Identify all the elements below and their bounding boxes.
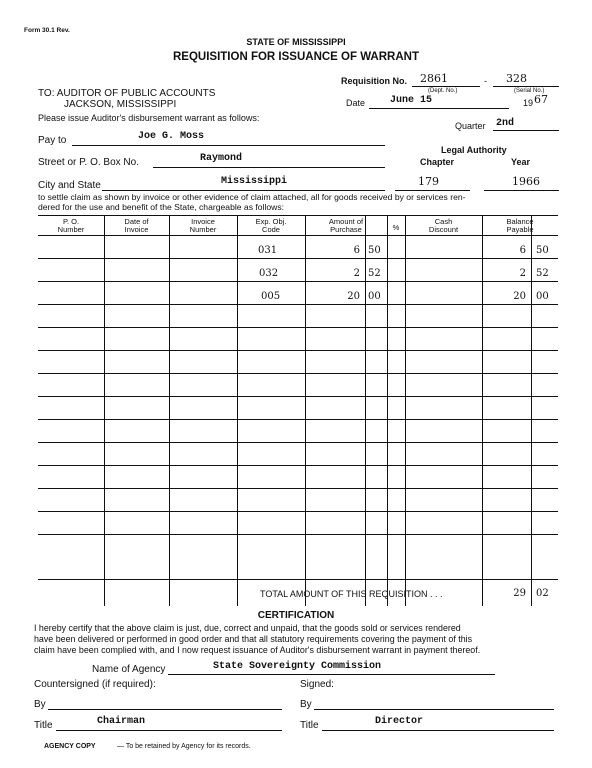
settle-line-2: dered for the use and benefit of the State, chargeable as follows: xyxy=(38,202,285,212)
city-line xyxy=(102,190,385,191)
row3-code: 005 xyxy=(261,291,281,302)
date-value: June 15 xyxy=(390,95,433,106)
col-divider xyxy=(387,216,388,606)
table-row-line xyxy=(38,258,558,259)
serial-caption: (Serial No.) xyxy=(514,88,545,94)
title-left-value: Chairman xyxy=(97,716,146,727)
table-row-line xyxy=(38,281,558,282)
total-label: TOTAL AMOUNT OF THIS REQUISITION . . . xyxy=(260,589,443,599)
countersigned-label: Countersigned (if required): xyxy=(34,679,156,690)
header-code: Exp. Obj. Code xyxy=(255,217,287,234)
by-right-line xyxy=(314,709,554,710)
header-balance: Balance Payable xyxy=(506,217,534,234)
row2-code: 032 xyxy=(259,268,279,279)
table-row-line xyxy=(38,488,558,489)
table-row-line xyxy=(38,373,558,374)
street-label: Street or P. O. Box No. xyxy=(38,157,139,168)
requisition-dash: - xyxy=(484,76,487,86)
pay-to-label: Pay to xyxy=(38,135,67,146)
table-row-line xyxy=(38,465,558,466)
form-number: Form 30.1 Rev. xyxy=(24,27,70,34)
title-right-line xyxy=(322,730,554,731)
header-pct: % xyxy=(392,223,400,232)
quarter-line xyxy=(493,130,559,131)
col-divider xyxy=(305,216,306,606)
row2-amount-dollars: 2 xyxy=(353,268,360,279)
agency-value: State Sovereignty Commission xyxy=(213,661,382,672)
col-divider xyxy=(237,216,238,606)
agency-line xyxy=(168,674,495,675)
col-divider xyxy=(104,216,105,606)
certification-line-3: claim have been complied with, and I now request issuance of Auditor's disbursement warrant in payment thereof. xyxy=(34,645,481,655)
row3-amount-dollars: 20 xyxy=(347,291,360,302)
requisition-label: Requisition No. xyxy=(341,76,407,86)
table-row-line xyxy=(38,304,558,305)
chapter-value: 179 xyxy=(418,175,439,188)
total-dollars: 29 xyxy=(513,588,526,599)
date-year-prefix: 19 xyxy=(523,98,534,108)
certification-title: CERTIFICATION xyxy=(257,610,335,621)
to-line-2: JACKSON, MISSISSIPPI xyxy=(64,99,177,110)
by-left-label: By xyxy=(34,699,46,710)
table-row-line xyxy=(38,534,558,535)
form-title: REQUISITION FOR ISSUANCE OF WARRANT xyxy=(173,51,419,63)
title-left-label: Title xyxy=(34,720,53,731)
row3-balance-cents: 00 xyxy=(536,291,549,302)
col-divider xyxy=(482,216,483,606)
chapter-line xyxy=(395,190,470,191)
city-label: City and State xyxy=(38,180,101,191)
header-invoice: Invoice Number xyxy=(189,217,217,234)
total-cents: 02 xyxy=(536,588,549,599)
settle-line-1: to settle claim as shown by invoice or other evidence of claim attached, all for goods received by or services ren- xyxy=(38,192,466,202)
row2-balance-dollars: 2 xyxy=(519,268,526,279)
certification-line-1: I hereby certify that the above claim is just, due, correct and unpaid, that the goods sold or services rendered xyxy=(34,623,461,633)
dept-no-line xyxy=(412,86,480,87)
row2-balance-cents: 52 xyxy=(536,268,549,279)
col-divider xyxy=(169,216,170,606)
quarter-label: Quarter xyxy=(455,121,486,131)
legal-authority-label: Legal Authority xyxy=(441,145,507,155)
street-line xyxy=(153,167,385,168)
header-date: Date of Invoice xyxy=(124,217,149,234)
to-line-1: TO: AUDITOR OF PUBLIC ACCOUNTS xyxy=(38,88,216,99)
dept-caption: (Dept. No.) xyxy=(428,88,458,94)
agency-label: Name of Agency xyxy=(92,664,166,675)
to-line-3: Please issue Auditor's disbursement warrant as follows: xyxy=(38,113,260,123)
title-left-line xyxy=(56,730,282,731)
state-heading: STATE OF MISSISSIPPI xyxy=(246,37,346,47)
title-right-label: Title xyxy=(300,720,319,731)
row1-amount-dollars: 6 xyxy=(353,245,360,256)
row1-balance-cents: 50 xyxy=(536,245,549,256)
by-right-label: By xyxy=(300,699,312,710)
col-divider xyxy=(365,216,366,606)
row1-amount-cents: 50 xyxy=(368,245,381,256)
table-row-line xyxy=(38,442,558,443)
agency-copy-label: AGENCY COPY xyxy=(44,743,96,750)
pay-to-value: Joe G. Moss xyxy=(138,131,205,142)
row2-amount-cents: 52 xyxy=(368,268,381,279)
header-po: P. O. Number xyxy=(57,217,85,234)
header-amount: Amount of Purchase xyxy=(328,217,364,234)
by-left-line xyxy=(48,709,282,710)
signed-label: Signed: xyxy=(300,679,334,690)
title-right-value: Director xyxy=(375,716,424,727)
date-label: Date xyxy=(346,98,366,108)
col-divider xyxy=(405,216,406,606)
total-divider xyxy=(38,579,558,580)
row1-code: 031 xyxy=(258,245,278,256)
agency-copy-note: — To be retained by Agency for its records. xyxy=(117,743,251,750)
year-value: 1966 xyxy=(512,175,540,188)
date-line xyxy=(369,108,509,109)
year-line xyxy=(484,190,559,191)
year-label: Year xyxy=(511,157,531,167)
table-row-line xyxy=(38,511,558,512)
city-value: Mississippi xyxy=(221,176,288,187)
chapter-label: Chapter xyxy=(420,157,455,167)
row3-amount-cents: 00 xyxy=(368,291,381,302)
street-value: Raymond xyxy=(200,153,243,164)
row3-balance-dollars: 20 xyxy=(513,291,526,302)
table-row-line xyxy=(38,396,558,397)
serial-no-line xyxy=(493,86,559,87)
charges-table xyxy=(38,215,558,606)
serial-no: 328 xyxy=(506,72,527,85)
table-row-line xyxy=(38,419,558,420)
certification-line-2: have been delivered or performed in good order and that all statutory requirements covering the payment of this xyxy=(34,634,473,644)
table-row-line xyxy=(38,327,558,328)
table-row-line xyxy=(38,350,558,351)
header-divider xyxy=(38,235,558,236)
col-divider xyxy=(531,216,532,606)
header-discount: Cash Discount xyxy=(428,217,459,234)
quarter-value: 2nd xyxy=(496,118,515,129)
date-year-suffix: 67 xyxy=(534,93,548,106)
pay-to-line xyxy=(72,145,385,146)
row1-balance-dollars: 6 xyxy=(519,245,526,256)
dept-no: 2861 xyxy=(420,72,448,85)
